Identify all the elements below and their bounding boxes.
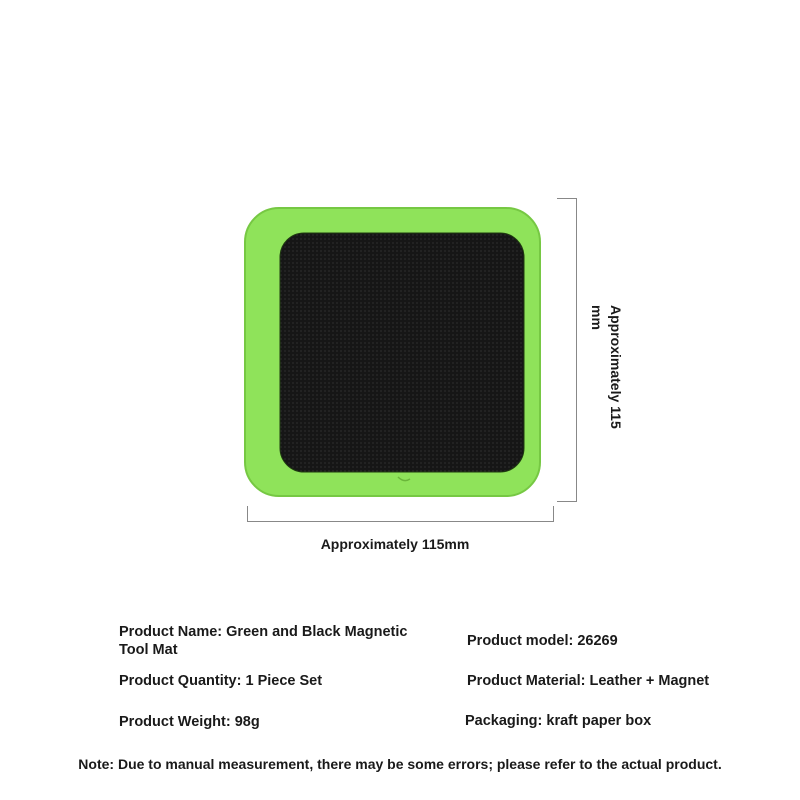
width-dimension-label: Approximately 115mm: [320, 536, 470, 552]
magnetic-tool-mat-image: [243, 205, 543, 500]
height-dimension-line: [576, 198, 577, 502]
product-packaging: Packaging: kraft paper box: [465, 713, 652, 729]
mat-black-surface: [280, 233, 524, 472]
product-name: Product Name: Green and Black Magnetic Tool Mat: [119, 624, 408, 658]
product-weight: Product Weight: 98g: [119, 714, 260, 730]
width-dimension-tick-left: [247, 506, 248, 522]
product-quantity: Product Quantity: 1 Piece Set: [119, 673, 323, 689]
product-model: Product model: 26269: [467, 633, 618, 649]
height-dimension-tick-bottom: [557, 501, 577, 502]
product-material: Product Material: Leather + Magnet: [467, 673, 710, 689]
measurement-note: Note: Due to manual measurement, there may be some errors; please refer to the actual product.: [78, 756, 722, 772]
height-dimension-label: Approximately 115 mm: [589, 305, 624, 429]
width-dimension-line: [247, 521, 554, 522]
width-dimension-tick-right: [553, 506, 554, 522]
height-dimension-label-wrapper: [585, 305, 629, 445]
height-dimension-tick-top: [557, 198, 577, 199]
